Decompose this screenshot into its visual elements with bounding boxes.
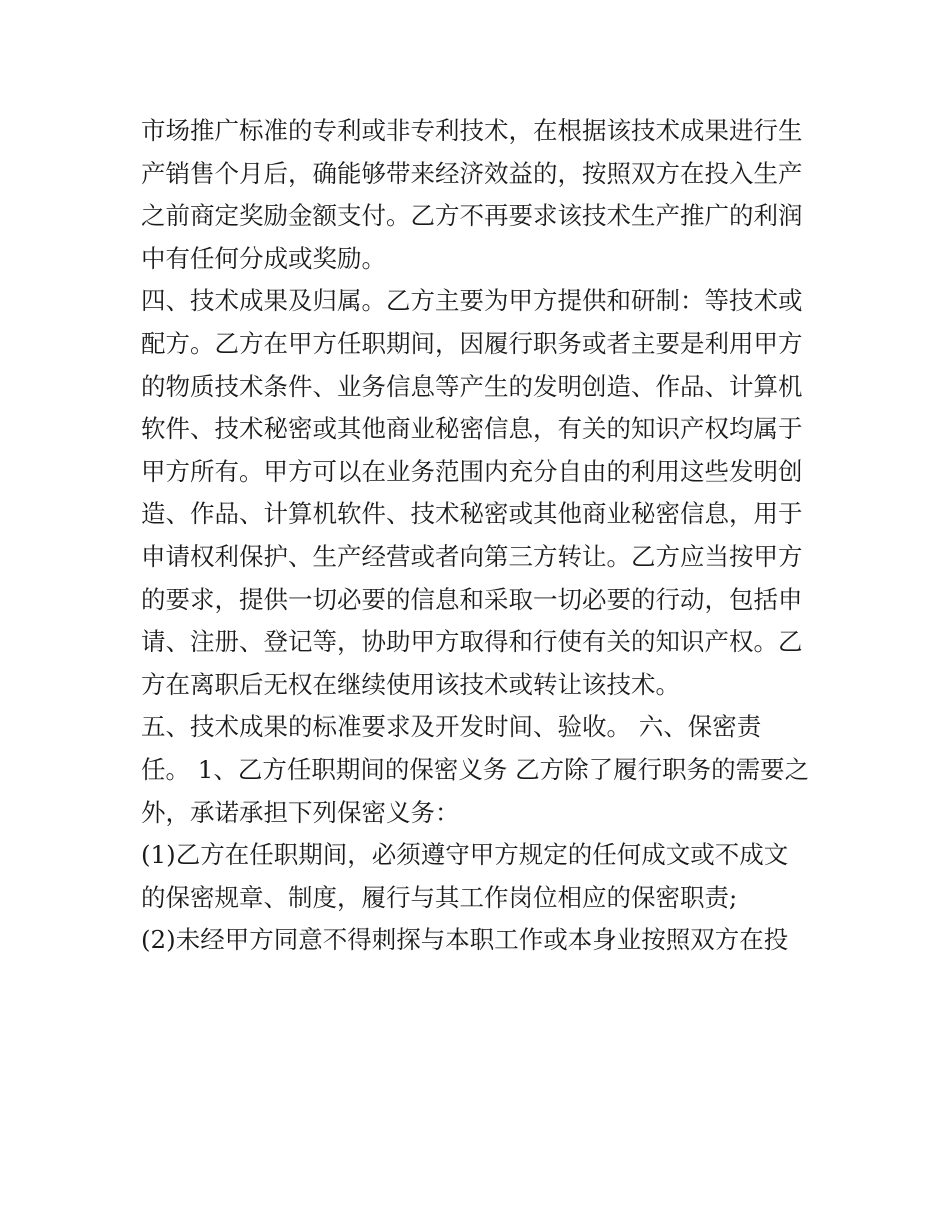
contract-text-body: [141, 110, 821, 962]
text-line: 配方。乙方在甲方任职期间，因履行职务或者主要是利用甲方: [141, 328, 803, 358]
text-line: 的保密规章、制度，履行与其工作岗位相应的保密职责;: [141, 882, 738, 912]
text-line: 之前商定奖励金额支付。乙方不再要求该技术生产推广的利润: [141, 201, 803, 231]
text-line: 请、注册、登记等，协助甲方取得和行使有关的知识产权。乙: [141, 627, 803, 657]
text-line: 产销售个月后，确能够带来经济效益的，按照双方在投入生产: [141, 158, 803, 188]
text-line: 五、技术成果的标准要求及开发时间、验收。 六、保密责: [141, 712, 762, 742]
text-line: 中有任何分成或奖励。: [141, 243, 386, 273]
text-line: 软件、技术秘密或其他商业秘密信息，有关的知识产权均属于: [141, 414, 803, 444]
text-line: 造、作品、计算机软件、技术秘密或其他商业秘密信息，用于: [141, 499, 803, 529]
text-line: 四、技术成果及归属。乙方主要为甲方提供和研制：等技术或: [141, 286, 803, 316]
text-line: 的物质技术条件、业务信息等产生的发明创造、作品、计算机: [141, 371, 803, 401]
text-line: 的要求，提供一切必要的信息和采取一切必要的行动，包括申: [141, 584, 803, 614]
text-line: 外，承诺承担下列保密义务：: [141, 797, 460, 827]
text-line: 申请权利保护、生产经营或者向第三方转让。乙方应当按甲方: [141, 541, 803, 571]
text-line: (2)未经甲方同意不得刺探与本职工作或本身业按照双方在投: [141, 925, 789, 955]
text-line: 方在离职后无权在继续使用该技术或转让该技术。: [141, 669, 680, 699]
text-line: 市场推广标准的专利或非专利技术，在根据该技术成果进行生: [141, 116, 803, 145]
text-line: (1)乙方在任职期间，必须遵守甲方规定的任何成文或不成文: [141, 840, 789, 870]
text-line: 甲方所有。甲方可以在业务范围内充分自由的利用这些发明创: [141, 456, 803, 486]
text-line: 任。 1、乙方任职期间的保密义务 乙方除了履行职务的需要之: [141, 754, 810, 784]
